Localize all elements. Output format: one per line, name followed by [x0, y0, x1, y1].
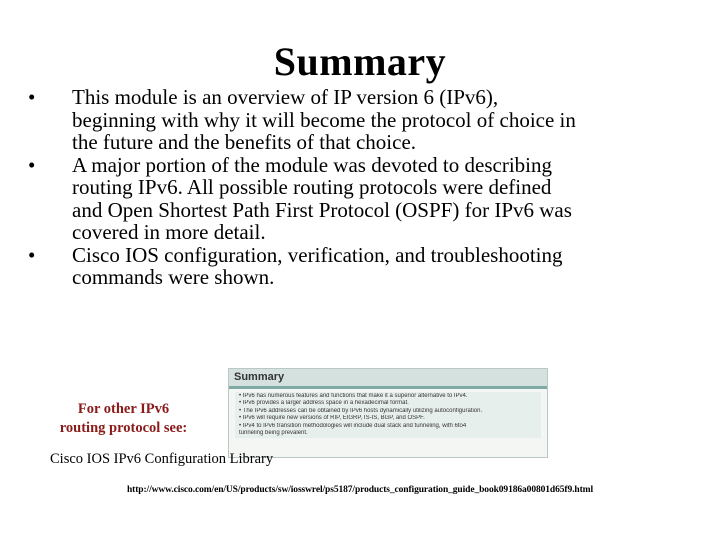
bullet-line: covered in more detail.: [72, 220, 266, 244]
summary-bullet-list: [28, 86, 698, 289]
thumbnail-line: • IPv4 to IPv6 transition methodologies will include dual stack and tunneling, with 6to4: [239, 422, 467, 429]
thumbnail-body: [235, 392, 541, 438]
reference-label: [36, 400, 211, 438]
thumbnail-line: • The IPv6 addresses can be obtained by IPv6 hosts dynamically utilizing autoconfiguration.: [239, 407, 483, 414]
bullet-line: Cisco IOS configuration, verification, and troubleshooting: [72, 242, 563, 267]
thumbnail-line: tunneling being prevalent.: [239, 430, 308, 437]
bullet-item: [28, 154, 698, 244]
bullet-icon: •: [28, 242, 36, 267]
thumbnail-line: • IPv6 provides a larger address space in a hexadecimal format.: [239, 400, 409, 407]
reference-label-line: For other IPv6: [77, 401, 170, 417]
bullet-line: beginning with why it will become the protocol of choice in: [72, 107, 576, 132]
thumbnail-line: • IPv6 will require new versions of RIP, EIGRP, IS-IS, BGP, and OSPF.: [239, 415, 425, 422]
slide-title: Summary: [273, 39, 447, 84]
thumbnail-title: Summary: [229, 369, 547, 389]
thumbnail-line: • IPv6 has numerous features and functions that make it a superior alternative to IPv4.: [239, 393, 468, 399]
bullet-line: routing IPv6. All possible routing protocols were defined: [72, 175, 552, 199]
library-title: Cisco IOS IPv6 Configuration Library: [50, 451, 274, 467]
bullet-icon: •: [28, 85, 36, 109]
bullet-item: [28, 244, 698, 289]
bullet-icon: •: [28, 152, 36, 177]
bullet-line: commands were shown.: [72, 265, 275, 289]
bullet-item: [28, 86, 698, 154]
library-url-link[interactable]: http://www.cisco.com/en/US/products/sw/iosswrel/ps5187/products_configuration_guide_book09186a00801d65f9.html: [127, 485, 593, 495]
bullet-line: and Open Shortest Path First Protocol (OSPF) for IPv6 was: [72, 197, 572, 222]
bullet-line: A major portion of the module was devoted to describing: [72, 152, 552, 177]
bullet-line: the future and the benefits of that choice.: [72, 130, 417, 154]
reference-label-line: routing protocol see:: [59, 420, 188, 436]
bullet-line: This module is an overview of IP version 6 (IPv6),: [72, 85, 499, 109]
summary-thumbnail-image: [228, 368, 548, 458]
